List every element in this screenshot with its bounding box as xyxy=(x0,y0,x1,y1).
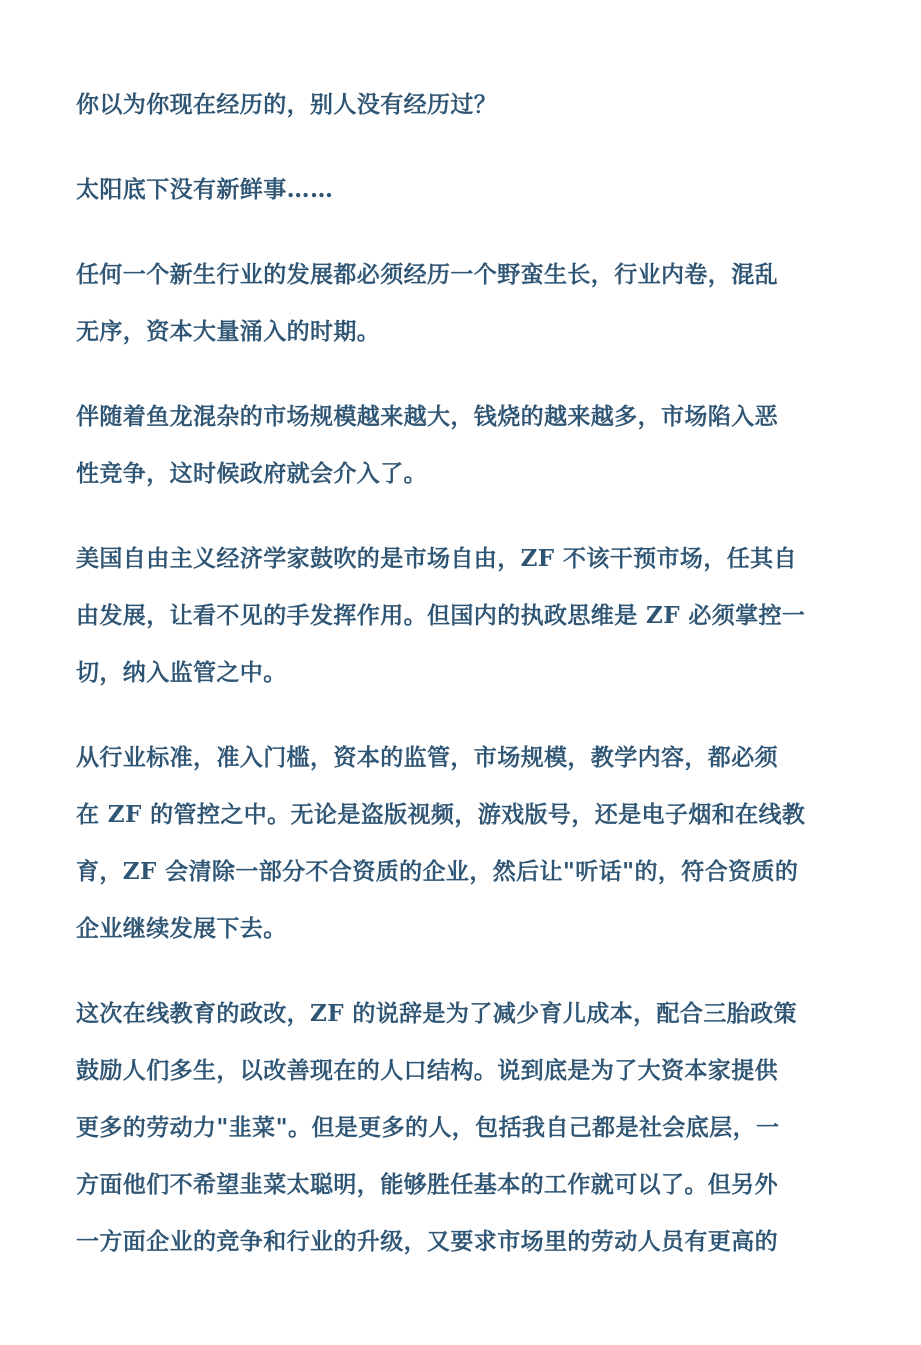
paragraph-5: 美国自由主义经济学家鼓吹的是市场自由，ZF 不该干预市场，任其自 由发展，让看不见的手发挥作用。但国内的执政思维是 ZF 必须掌控一 切，纳入监管之中。 xyxy=(76,545,806,686)
paragraph-1: 你以为你现在经历的，别人没有经历过？ xyxy=(76,91,498,118)
paragraph-2: 太阳底下没有新鲜事…… xyxy=(76,176,334,203)
paragraph-4: 伴随着鱼龙混杂的市场规模越来越大，钱烧的越来越多，市场陷入恶 性竞争，这时候政府就会介入了。 xyxy=(76,403,778,487)
paragraph-3: 任何一个新生行业的发展都必须经历一个野蛮生长，行业内卷，混乱 无序，资本大量涌入的时期。 xyxy=(76,261,778,345)
paragraph-6: 从行业标准，准入门槛，资本的监管，市场规模，教学内容，都必须 在 ZF 的管控之中。无论是盗版视频，游戏版号，还是电子烟和在线教 育，ZF 会清除一部分不合资质的企业，然后让"听话"的，符合资质的 企业继续发展下去。 xyxy=(76,744,806,942)
article-body xyxy=(76,76,836,1298)
paragraph-7: 这次在线教育的政改，ZF 的说辞是为了减少育儿成本，配合三胎政策 鼓励人们多生，以改善现在的人口结构。说到底是为了大资本家提供 更多的劳动力"韭菜"。但是更多的人，包括我自己都是社会底层，一 方面他们不希望韭菜太聪明，能够胜任基本的工作就可以了。但另外 一方面企业的竞争和行业的升级，又要求市场里的劳动人员有更高的 xyxy=(76,1000,797,1255)
